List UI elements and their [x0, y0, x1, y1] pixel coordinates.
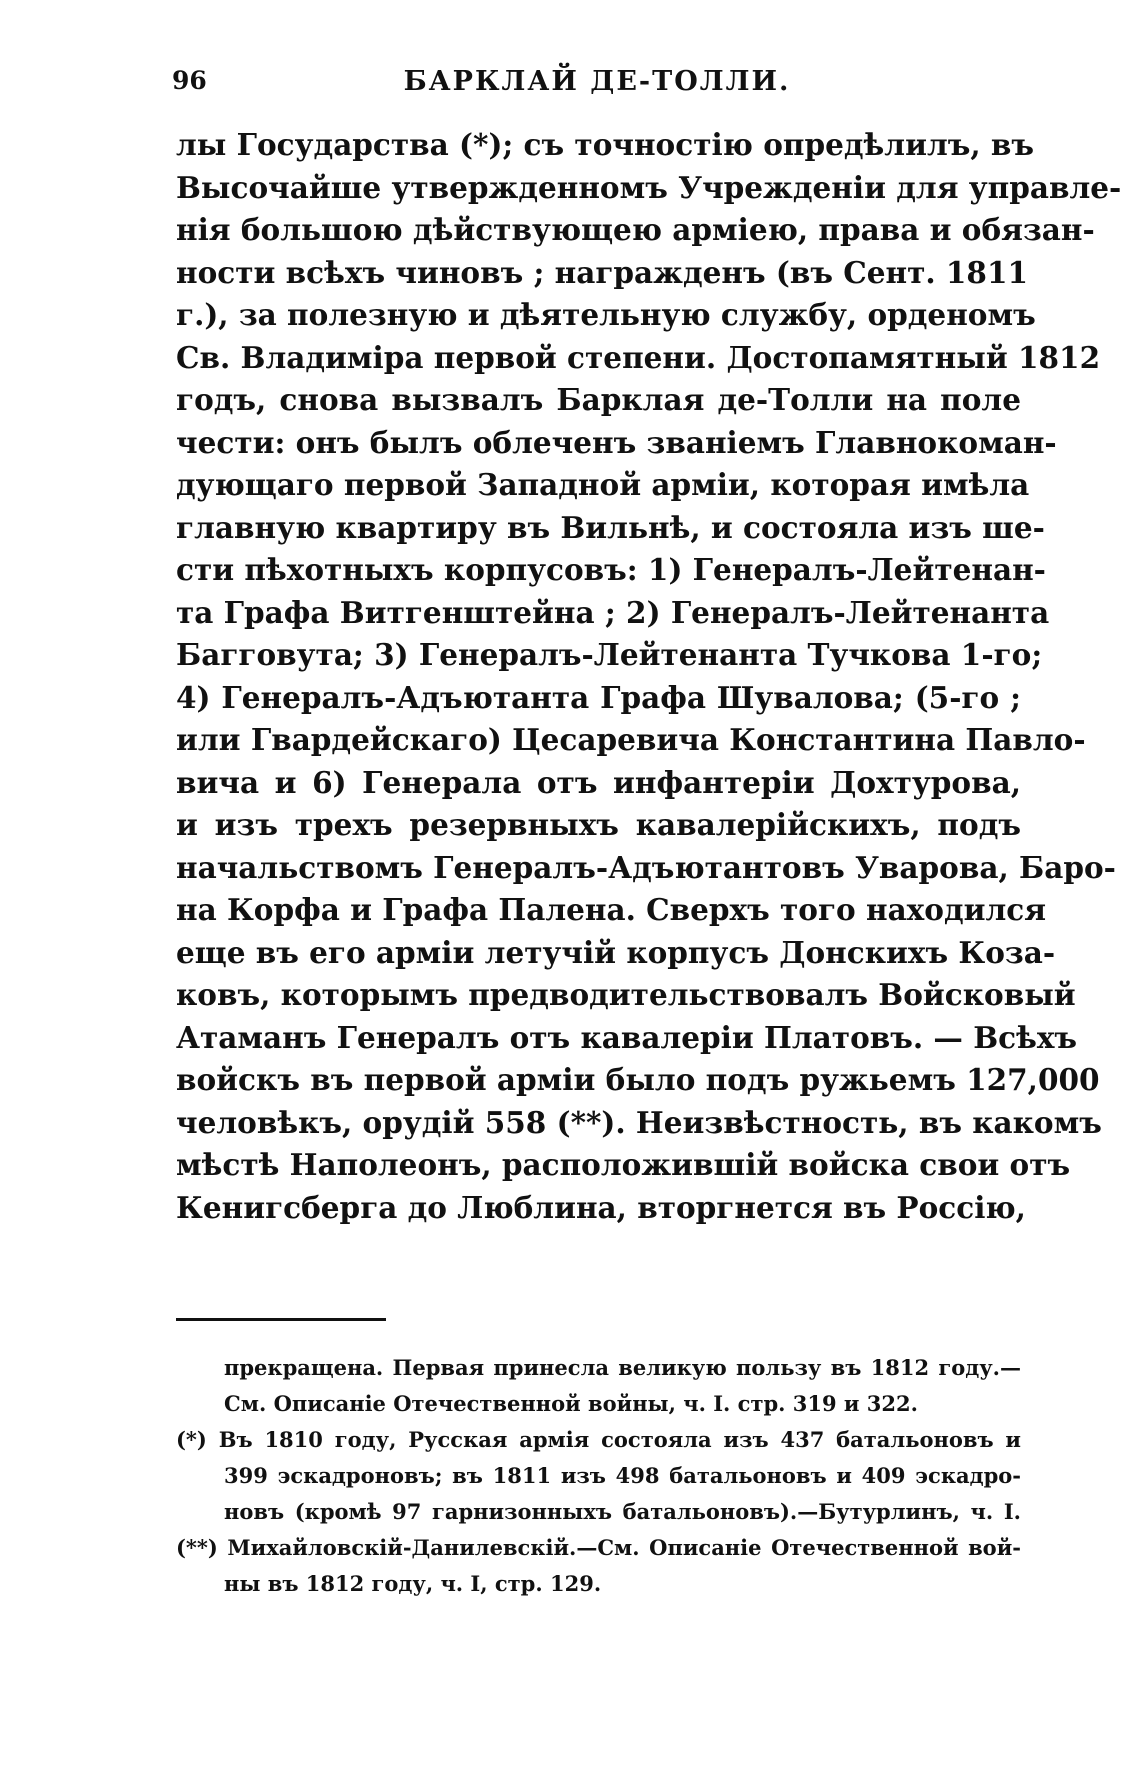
text-line: нія большою дѣйствующею арміею, права и обязан-: [176, 212, 1095, 247]
page-header: [172, 66, 1022, 106]
text-line: годъ, снова вызвалъ Барклая де-Толли на поле: [176, 382, 1021, 417]
text-line: Высочайше утвержденномъ Учрежденіи для управле-: [176, 169, 1122, 205]
footnote-line: См. Описаніе Отечественной войны, ч. I. стр. 319 и 322.: [224, 1391, 918, 1416]
text-line: сти пѣхотныхъ корпусовъ: 1) Генералъ-Лейтенан-: [176, 552, 1046, 587]
text-line: начальствомъ Генералъ-Адъютантовъ Уварова, Баро-: [176, 849, 1116, 885]
text-line: главную квартиру въ Вильнѣ, и состояла изъ ше-: [176, 509, 1045, 545]
text-line: человѣкъ, орудій 558 (**). Неизвѣстность, въ какомъ: [176, 1104, 1102, 1140]
footnote-line: новъ (кромѣ 97 гарнизонныхъ батальоновъ).—Бутурлинъ, ч. I.: [224, 1499, 1021, 1524]
text-line: дующаго первой Западной арміи, которая имѣла: [176, 467, 1030, 502]
footnote-line: 399 эскадроновъ; въ 1811 изъ 498 батальоновъ и 409 эскадро-: [224, 1463, 1021, 1488]
text-line: Кенигсберга до Люблина, вторгнется въ Россію,: [176, 1189, 1026, 1225]
page-number: 96: [172, 66, 207, 95]
footnote-line: ны въ 1812 году, ч. I, стр. 129.: [224, 1571, 602, 1596]
text-line: г.), за полезную и дѣятельную службу, орденомъ: [176, 297, 1036, 332]
text-line: та Графа Витгенштейна ; 2) Генералъ-Лейтенанта: [176, 594, 1050, 630]
text-line: Св. Владиміра первой степени. Достопамятный 1812: [176, 339, 1101, 375]
text-line: войскъ въ первой арміи было подъ ружьемъ 127,000: [176, 1062, 1100, 1097]
text-line: еще въ его арміи летучій корпусъ Донскихъ Коза-: [176, 934, 1056, 970]
footnote-divider: [176, 1318, 386, 1321]
text-line: ковъ, которымъ предводительствовалъ Войсковый: [176, 977, 1076, 1012]
text-line: Атаманъ Генералъ отъ кавалеріи Платовъ. — Всѣхъ: [176, 1019, 1078, 1055]
text-line: лы Государства (*); съ точностію опредѣлилъ, въ: [176, 127, 1035, 162]
text-line: мѣстѣ Наполеонъ, расположившій войска свои отъ: [176, 1147, 1071, 1182]
footnote-line: (**) Михайловскій-Данилевскій.—См. Описаніе Отечественной вой-: [176, 1535, 1021, 1560]
main-text: [176, 124, 1122, 1229]
text-line: и изъ трехъ резервныхъ кавалерійскихъ, подъ: [176, 807, 1021, 842]
footnote-line: (*) Въ 1810 году, Русская армія состояла изъ 437 батальоновъ и: [176, 1427, 1021, 1452]
text-line: ности всѣхъ чиновъ ; награжденъ (въ Сент. 1811: [176, 254, 1028, 290]
text-line: Багговута; 3) Генералъ-Лейтенанта Тучкова 1-го;: [176, 637, 1043, 672]
text-line: или Гвардейскаго) Цесаревича Константина Павло-: [176, 722, 1086, 757]
text-line: вича и 6) Генерала отъ инфантеріи Дохтурова,: [176, 764, 1021, 800]
footnotes: [176, 1350, 1021, 1602]
text-line: на Корфа и Графа Палена. Сверхъ того находился: [176, 892, 1047, 927]
text-line: 4) Генералъ-Адъютанта Графа Шувалова; (5-го ;: [176, 679, 1021, 715]
running-title: БАРКЛАЙ ДЕ-ТОЛЛИ.: [403, 66, 791, 97]
text-line: чести: онъ былъ облеченъ званіемъ Главнокоман-: [176, 424, 1057, 460]
footnote-line: прекращена. Первая принесла великую пользу въ 1812 году.—: [224, 1355, 1021, 1380]
